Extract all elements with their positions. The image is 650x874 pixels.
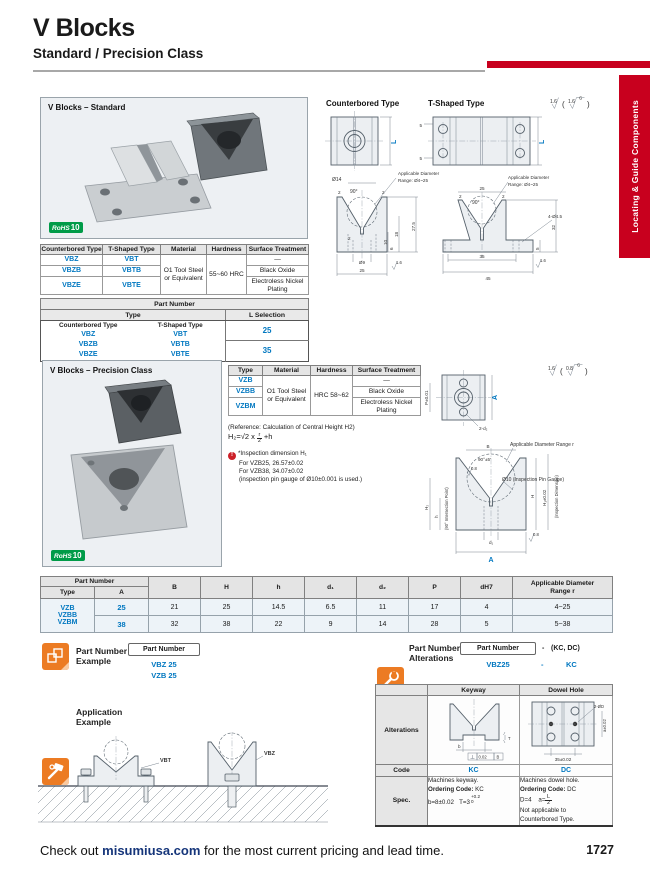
dim-label: a±0.02 — [602, 719, 607, 732]
col-header: d₁ — [305, 577, 357, 599]
rohs-label: RoHS — [52, 225, 70, 232]
dim-label: H₁±0.02 — [542, 489, 547, 506]
central-height-formula — [228, 432, 272, 445]
l-dim: L — [539, 139, 546, 144]
precision-front-view — [424, 442, 574, 564]
surface-cell: — — [353, 376, 421, 387]
svg-text:1.6: 1.6 — [548, 366, 555, 372]
dim-label: 35±0.02 — [554, 757, 572, 762]
l-dim: L — [391, 139, 398, 144]
precision-panel-title: V Blocks – Precision Class — [50, 366, 153, 375]
dowel-code: DC — [520, 765, 613, 777]
dowel-header: Dowel Hole — [520, 685, 613, 696]
dowel-drawing-cell — [520, 696, 613, 765]
col-header: Hardness — [207, 245, 247, 255]
col-header: Type — [229, 366, 263, 376]
col-header: T-Shaped Type — [103, 245, 161, 255]
dim-label: 5 — [419, 123, 422, 128]
part-number: VBZE — [41, 350, 136, 361]
inspection-note — [228, 450, 418, 484]
dim-label: h — [434, 515, 439, 518]
col-header-range: Applicable Diameter Range r — [513, 577, 613, 599]
type-cell: VZB VZBB VZBM — [41, 599, 95, 633]
precision-type-table — [228, 365, 421, 416]
dim-label: 5 — [419, 156, 422, 161]
part-number: VZBB — [229, 387, 263, 398]
part-number: VBTE — [136, 350, 226, 361]
blank-header — [376, 685, 428, 696]
datum-label: B — [496, 754, 500, 760]
tshaped-front-view — [443, 175, 562, 281]
example-part-number: VZB 25 — [151, 671, 177, 680]
precision-product-photo — [51, 377, 215, 547]
annotation: (Inspection Dimension) — [554, 475, 559, 518]
part-number: VBT — [136, 330, 226, 340]
footer-post: for the most current pricing and lead time. — [200, 843, 444, 858]
dim-label: P±0.01 — [424, 390, 429, 405]
dim-label: 5 — [535, 247, 540, 250]
finish-label: 0.8 — [533, 532, 539, 537]
annotation: Range: Ø4~25 — [398, 178, 429, 183]
surface-cell: Black Oxide — [247, 266, 309, 277]
dim-label: 2 — [382, 190, 385, 195]
dim-label: Ø9 — [358, 260, 366, 265]
keyway-drawing-cell — [428, 696, 520, 765]
counterbored-subheader: Counterbored Type — [41, 321, 136, 331]
part-number-box: Part Number — [128, 643, 200, 656]
col-header: Material — [263, 366, 311, 376]
precision-photo-panel — [42, 360, 222, 567]
precision-technical-drawings — [418, 358, 612, 572]
dowel-hole-drawing — [520, 696, 613, 762]
annotation: Applicable Diameter Range r — [510, 442, 574, 448]
dim-label: 90° — [350, 189, 358, 195]
side-tab-label: Locating & Guide Components — [629, 100, 640, 233]
formula-pre: H₂=√2 x — [228, 432, 255, 441]
footer-pre: Check out — [40, 843, 103, 858]
dim-label: 2 — [338, 190, 341, 195]
category-side-tab[interactable] — [619, 75, 650, 258]
cell: 4 — [461, 599, 513, 616]
formula-post: +h — [263, 432, 273, 441]
annotation: 2-ØD — [594, 704, 605, 709]
svg-text:): ) — [587, 100, 590, 109]
part-number: VBZB — [41, 340, 136, 350]
cell: 28 — [409, 616, 461, 633]
col-header: h — [253, 577, 305, 599]
note-line: For VZB38, 34.07±0.02 — [239, 467, 304, 475]
dim-label: 27.5 — [411, 222, 416, 231]
tshaped-drawing-title: T-Shaped Type — [428, 99, 485, 108]
svg-text:G: G — [577, 362, 581, 368]
svg-text:): ) — [585, 367, 588, 376]
dim-label: d₁ — [488, 540, 494, 545]
svg-text:1.6: 1.6 — [550, 99, 557, 105]
surface-cell: Electroless Nickel Plating — [247, 277, 309, 295]
part-number-box: Part Number — [460, 642, 536, 655]
dim-label: 10 — [383, 239, 388, 245]
part-number: VBTB — [136, 340, 226, 350]
a-value: 38 — [95, 616, 149, 633]
main-data-table — [40, 576, 613, 633]
vbt-application — [78, 736, 172, 802]
annotation: Ø10 (Inspection Pin Gauge) — [502, 477, 564, 483]
dim-label: 2 — [459, 194, 462, 199]
note-line: *Inspection dimension H₁ — [238, 450, 307, 457]
page-title: V Blocks — [33, 14, 135, 42]
part-number: VBZB — [41, 266, 103, 277]
svg-text:1.6: 1.6 — [568, 99, 575, 105]
tolerance-label: 0.02 — [478, 754, 487, 760]
alteration-example-pn: VBZ25 — [486, 660, 510, 669]
part-number: VBZE — [41, 277, 103, 295]
cell: 32 — [149, 616, 201, 633]
dim-label: A — [488, 557, 494, 564]
annotation: 2-d₂ — [479, 426, 488, 431]
counterbored-drawing-title: Counterbored Type — [326, 99, 400, 108]
code-row-header: Code — [376, 765, 428, 777]
counterbored-top-view — [325, 111, 398, 171]
part-number: VBTE — [103, 277, 161, 295]
svg-text:(: ( — [562, 100, 565, 109]
standard-type-table — [40, 244, 309, 295]
alteration-example-code: KC — [566, 660, 577, 669]
cell: 11 — [357, 599, 409, 616]
rohs-badge — [51, 550, 85, 561]
col-header: Counterbored Type — [41, 246, 102, 253]
vbz-label: VBZ — [264, 751, 275, 757]
dim-label: B — [486, 444, 490, 449]
svg-text:0.8: 0.8 — [566, 366, 573, 372]
part-number-header: Part Number — [41, 299, 309, 310]
keyway-spec: Machines keyway. Ordering Code: KC b=8±0.02 T=3 +0.2 0 — [428, 777, 520, 826]
example-section-label: Part Number Example — [76, 646, 128, 666]
standard-part-number-table — [40, 298, 309, 362]
material-cell: O1 Tool Steel or Equivalent — [263, 376, 311, 416]
part-number: VZBM — [229, 398, 263, 416]
dim-label: 90° — [472, 200, 480, 206]
formula-fraction: $\frac{r}{2}$ — [257, 431, 261, 444]
a-value: 25 — [95, 599, 149, 616]
dim-label: b — [458, 744, 461, 749]
example-part-number: VBZ 25 — [151, 660, 177, 669]
footer-note — [40, 843, 444, 858]
col-header: Material — [161, 245, 207, 255]
l-selection-header: L Selection — [226, 310, 309, 321]
cell: 14.5 — [253, 599, 305, 616]
warning-icon: ! — [228, 452, 236, 460]
rohs-badge — [49, 222, 83, 233]
surface-finish-symbol — [548, 363, 588, 377]
keyway-header: Keyway — [428, 685, 520, 696]
alterations-row-header: Alterations — [376, 696, 428, 765]
alteration-codes-hint: (KC, DC) — [551, 645, 580, 652]
red-divider — [487, 61, 650, 68]
keyway-drawing — [428, 696, 520, 762]
annotation: Range: Ø4~25 — [508, 182, 539, 187]
standard-product-photo — [71, 112, 296, 224]
dim-label: 6 — [389, 247, 394, 250]
cell: 25 — [201, 599, 253, 616]
rohs-value: 10 — [70, 223, 80, 232]
boxes-icon — [42, 643, 69, 670]
cell: 9 — [305, 616, 357, 633]
hardness-cell: 55~60 HRC — [207, 255, 247, 295]
rohs-value: 10 — [72, 551, 82, 560]
type-header: Type — [41, 310, 226, 321]
finish-label: 1.6 — [396, 260, 402, 265]
dowel-spec: Machines dowel hole. Ordering Code: DC D=4 a= $\frac{L}{2}$ Not applicable to Counterbored Type. — [520, 777, 613, 826]
dim-label: 45 — [485, 276, 491, 281]
type-header: Type — [41, 587, 95, 599]
annotation: (90° Intersection Point) — [444, 487, 449, 530]
col-header: d₂ — [357, 577, 409, 599]
cell: 4~25 — [513, 599, 613, 616]
cell: 21 — [149, 599, 201, 616]
dim-label: Ø14 — [332, 177, 342, 183]
material-cell: O1 Tool Steel or Equivalent — [161, 255, 207, 295]
part-number: VBT — [103, 255, 161, 266]
cell: 38 — [201, 616, 253, 633]
cell: 17 — [409, 599, 461, 616]
surface-cell: — — [247, 255, 309, 266]
dim-label: H — [530, 494, 535, 498]
dim-label: 2 — [348, 236, 351, 241]
cell: 22 — [253, 616, 305, 633]
dim-label: 25 — [359, 268, 365, 273]
cell: 14 — [357, 616, 409, 633]
dim-label: 90°±5' — [478, 457, 491, 462]
tshaped-subheader: T-Shaped Type — [136, 321, 226, 331]
misumi-link[interactable]: misumiusa.com — [102, 843, 201, 858]
part-number: VZB — [229, 376, 263, 387]
standard-panel-title: V Blocks – Standard — [48, 103, 126, 112]
vbt-label: VBT — [160, 758, 171, 764]
alterations-table — [375, 684, 613, 827]
surface-cell: Electroless Nickel Plating — [353, 398, 421, 416]
l-value: 25 — [226, 321, 309, 341]
page-subtitle: Standard / Precision Class — [33, 46, 204, 61]
col-header: Surface Treatment — [353, 366, 421, 376]
spec-row-header: Spec. — [376, 777, 428, 826]
title-divider — [33, 70, 485, 72]
col-header: Surface Treatment — [247, 245, 309, 255]
cell: 6.5 — [305, 599, 357, 616]
surface-finish-symbol — [550, 96, 590, 110]
surface-cell: Black Oxide — [353, 387, 421, 398]
hardness-cell: HRC 58~62 — [311, 376, 353, 416]
annotation: Applicable Diameter — [508, 175, 550, 180]
col-header: B — [149, 577, 201, 599]
keyway-code: KC — [428, 765, 520, 777]
page-number: 1727 — [586, 843, 614, 857]
reference-note: (Reference: Calculation of Central Height H2) — [228, 424, 355, 431]
part-number: VBTB — [103, 266, 161, 277]
part-number-example-icon — [42, 643, 69, 670]
cell: 5 — [461, 616, 513, 633]
dim-label: 32 — [551, 224, 556, 230]
col-header: Hardness — [311, 366, 353, 376]
finish-label: 0.8 — [471, 466, 477, 471]
alterations-section-label: Part Number Alterations — [409, 643, 461, 663]
dim-label: 35 — [479, 254, 485, 259]
application-drawing — [38, 732, 335, 828]
part-number: VBZ — [41, 330, 136, 340]
tshaped-top-view — [419, 117, 546, 165]
col-header: H — [201, 577, 253, 599]
col-header: P — [409, 577, 461, 599]
dim-label: 18 — [394, 231, 399, 237]
standard-technical-drawings — [312, 94, 612, 294]
standard-photo-panel — [40, 97, 308, 239]
annotation: 4-Ø4.5 — [548, 214, 563, 219]
application-section-label: Application Example — [76, 707, 123, 727]
counterbored-front-view — [332, 171, 440, 276]
part-number-header: Part Number — [41, 577, 149, 587]
finish-label: 1.6 — [540, 258, 546, 263]
svg-text:G: G — [579, 95, 583, 101]
part-number: VBZ — [41, 255, 103, 266]
dim-label: 2 — [502, 194, 505, 199]
cell: 5~38 — [513, 616, 613, 633]
l-value: 35 — [226, 340, 309, 361]
alteration-example-dash: - — [541, 660, 544, 669]
alteration-dash: - — [542, 645, 545, 652]
precision-top-view — [424, 370, 499, 431]
annotation: Applicable Diameter — [398, 171, 440, 176]
dim-label: H₂ — [424, 504, 429, 510]
note-line: (inspection pin gauge of Ø10±0.001 is used.) — [239, 476, 363, 484]
dim-label: 25 — [479, 186, 485, 191]
dim-label: T — [508, 736, 511, 741]
svg-text:(: ( — [560, 367, 563, 376]
dim-label: A — [492, 394, 499, 400]
a-header: A — [95, 587, 149, 599]
col-header: dH7 — [461, 577, 513, 599]
note-line: For VZB25, 26.57±0.02 — [239, 459, 304, 467]
rohs-label: RoHS — [54, 553, 72, 560]
